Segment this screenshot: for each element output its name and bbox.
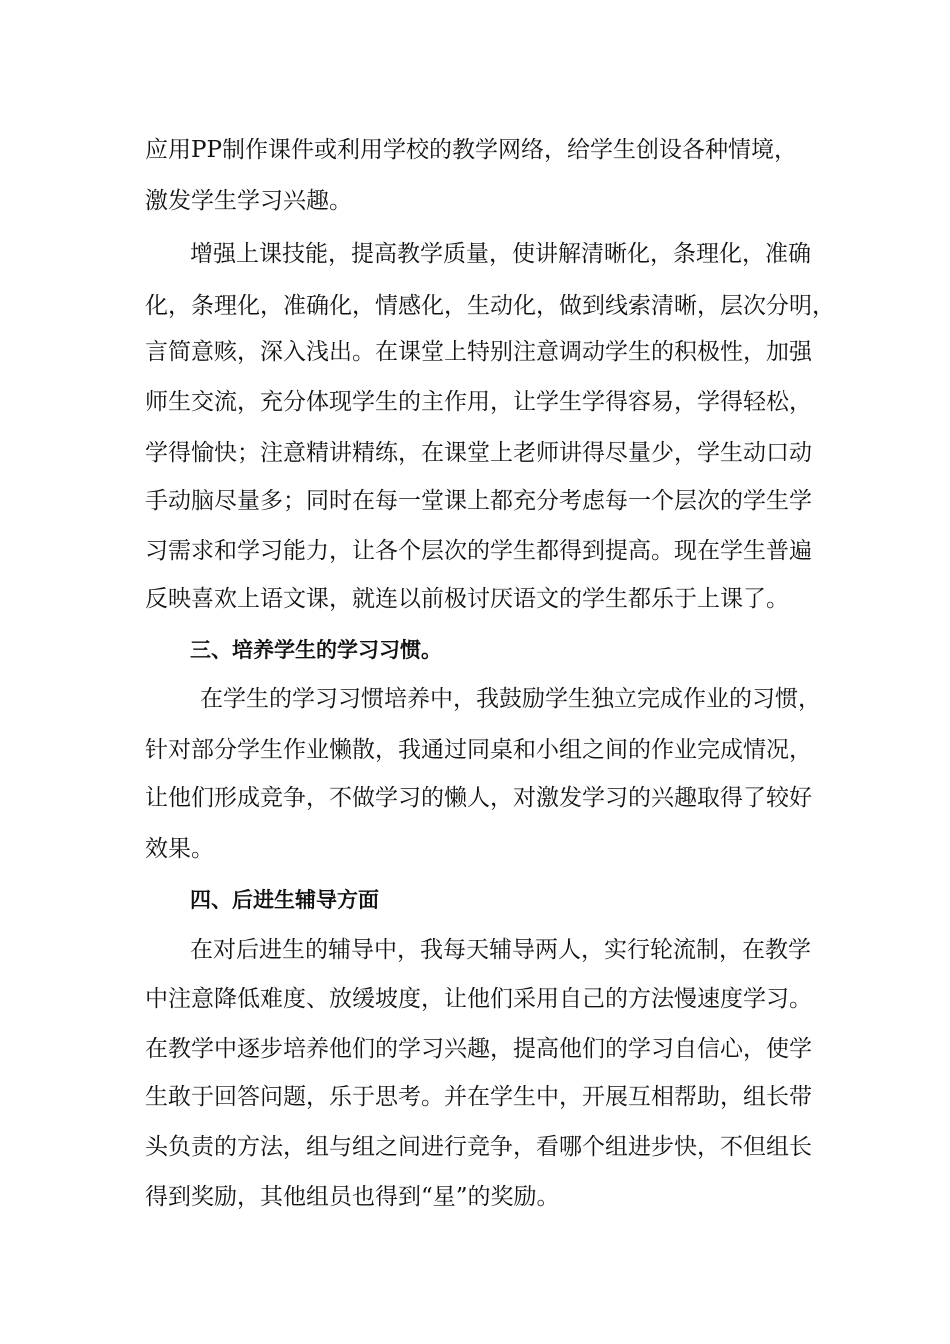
- text-line: 应用PP制作课件或利用学校的教学网络，给学生创设各种情境，: [145, 137, 797, 163]
- text-line: 在对后进生的辅导中，我每天辅导两人，实行轮流制，在教学: [190, 937, 811, 963]
- section-heading: 四、后进生辅导方面: [190, 888, 379, 912]
- text-line: 效果。: [145, 836, 214, 862]
- text-line: 头负责的方法，组与组之间进行竞争，看哪个组进步快，不但组长: [145, 1134, 812, 1160]
- text-line: 学得愉快；注意精讲精练，在课堂上老师讲得尽量少，学生动口动: [145, 440, 812, 466]
- text-line: 化，条理化，准确化，情感化，生动化，做到线索清晰，层次分明，: [145, 293, 835, 319]
- text-line: 生敢于回答问题，乐于思考。并在学生中，开展互相帮助，组长带: [145, 1084, 812, 1110]
- text-line: 反映喜欢上语文课，就连以前极讨厌语文的学生都乐于上课了。: [145, 586, 789, 612]
- text-line: 手动脑尽量多；同时在每一堂课上都充分考虑每一个层次的学生学: [145, 488, 812, 514]
- text-line: 言简意赅，深入浅出。在课堂上特别注意调动学生的积极性，加强: [145, 339, 812, 365]
- text-line: 在学生的学习习惯培养中，我鼓励学生独立完成作业的习惯，: [200, 686, 821, 712]
- text-line: 激发学生学习兴趣。: [145, 188, 352, 214]
- text-line: 在教学中逐步培养他们的学习兴趣，提高他们的学习自信心，使学: [145, 1036, 812, 1062]
- text-line: 针对部分学生作业懒散，我通过同桌和小组之间的作业完成情况，: [145, 737, 812, 763]
- section-heading: 三、培养学生的学习习惯。: [190, 638, 442, 662]
- text-line: 师生交流，充分体现学生的主作用，让学生学得容易，学得轻松，: [145, 389, 812, 415]
- text-line: 增强上课技能，提高教学质量，使讲解清晰化，条理化，准确: [190, 241, 811, 267]
- text-line: 习需求和学习能力，让各个层次的学生都得到提高。现在学生普遍: [145, 538, 812, 564]
- text-line: 让他们形成竞争，不做学习的懒人，对激发学习的兴趣取得了较好: [145, 785, 812, 811]
- text-line: 得到奖励，其他组员也得到“星”的奖励。: [145, 1184, 560, 1210]
- text-line: 中注意降低难度、放缓坡度，让他们采用自己的方法慢速度学习。: [145, 986, 812, 1012]
